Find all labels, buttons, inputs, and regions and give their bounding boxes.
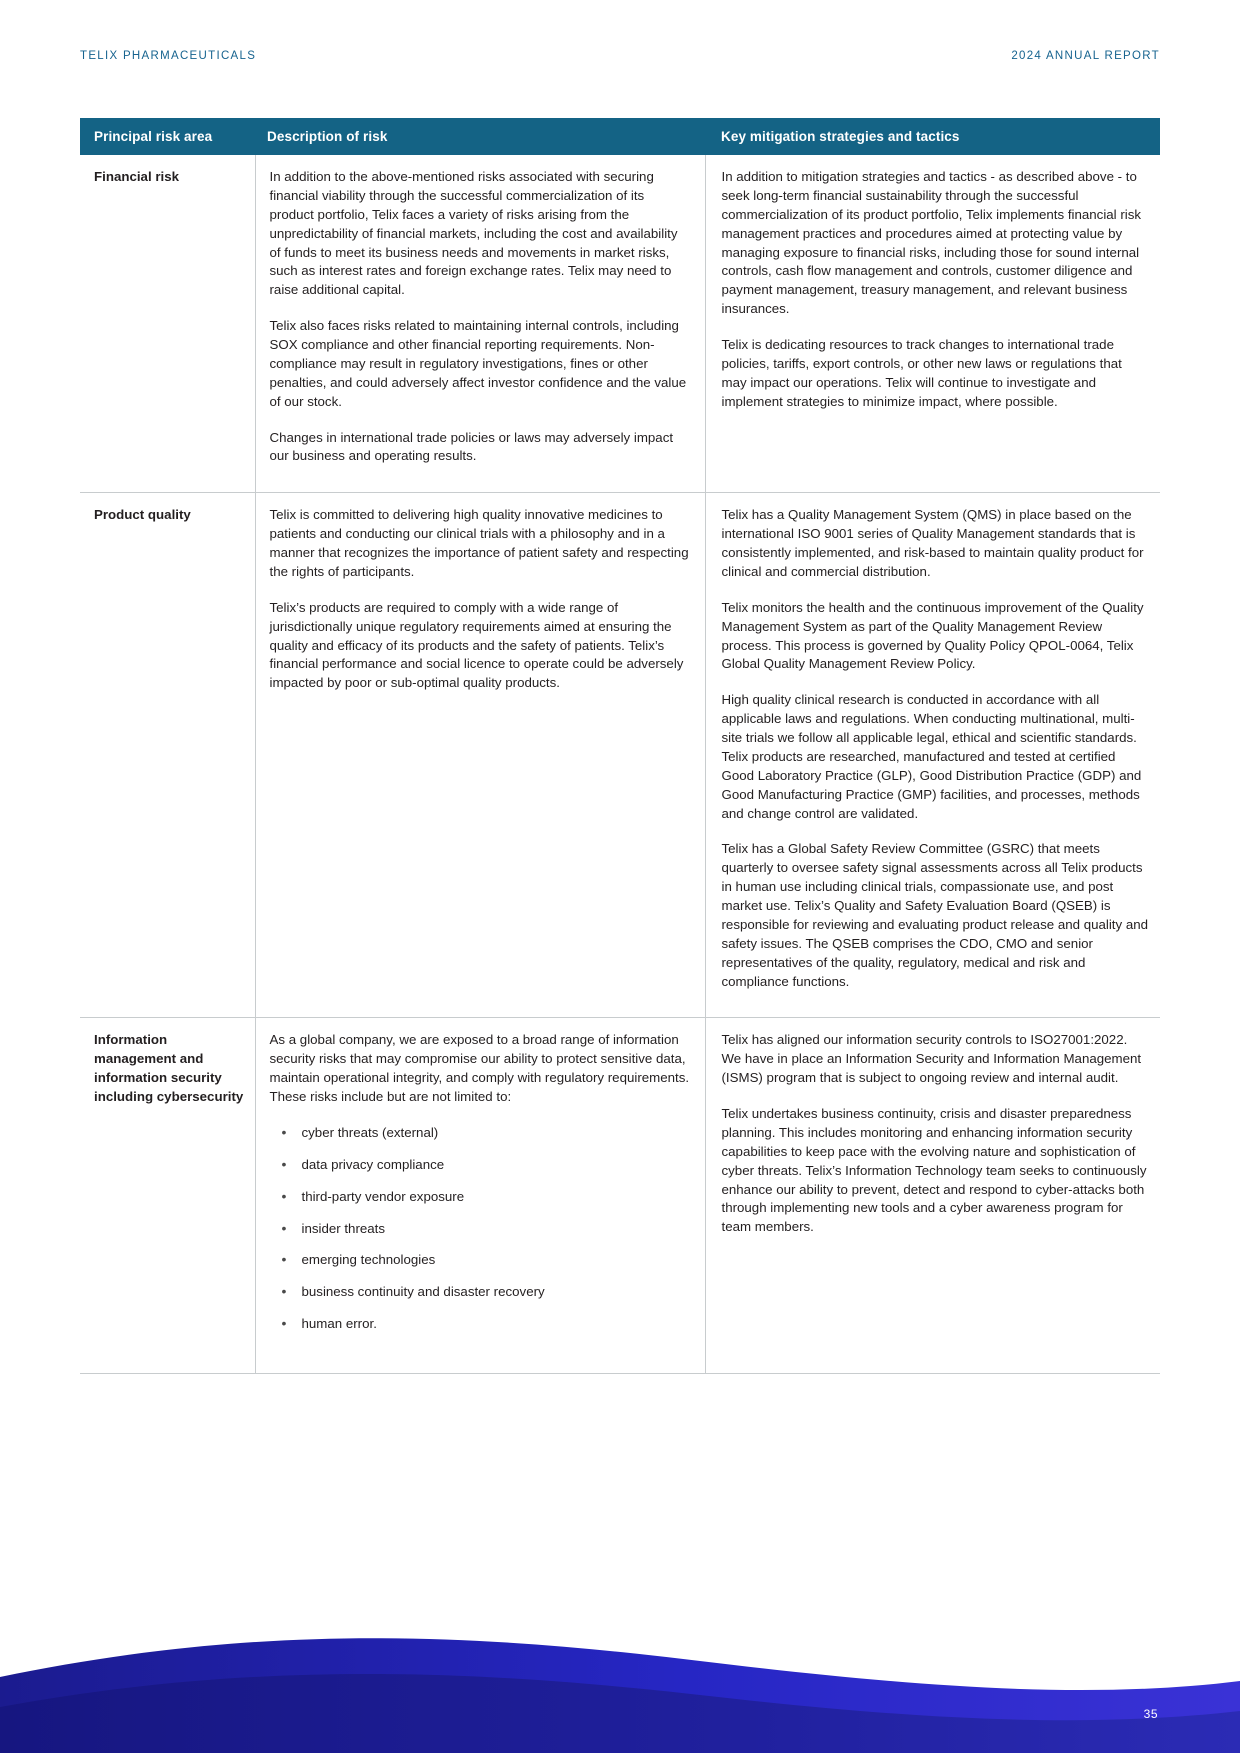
column-header-key-mitigation: Key mitigation strategies and tactics [705, 118, 1160, 155]
table-row [80, 493, 1160, 1018]
paragraph: Telix undertakes business continuity, crisis and disaster preparedness planning. This includes monitoring and enhancing information security capabilities to keep pace with the evolving nature and sophistication of cyber threats. Telix’s Information Technology team seeks to continuously enhance our ability to prevent, detect and respond to cyber-attacks both through implementing new tools and a cyber awareness program for team members. [721, 1106, 1147, 1235]
column-header-description-of-risk: Description of risk [255, 118, 705, 155]
paragraph: In addition to the above-mentioned risks associated with securing financial viability through the successful commercialization of its product portfolio, Telix faces a variety of risks arising from the unpredictability of financial markets, including the cost and availability of funds to meet its business needs and movements in market risks, such as interest rates and foreign exchange rates. Telix may need to raise additional capital. [269, 169, 678, 298]
header-report-title: 2024 ANNUAL REPORT [1011, 50, 1160, 62]
risk-mitigation-cell [705, 1018, 1160, 1374]
paragraph: Telix also faces risks related to maintaining internal controls, including SOX compliance and other financial reporting requirements. Non-compliance may result in regulatory investigations, fines or other penalties, and could adversely affect investor confidence and the value of our stock. [269, 318, 687, 409]
table-header-row [80, 118, 1160, 155]
list-item: • business continuity and disaster recovery [292, 1283, 691, 1302]
table-row [80, 155, 1160, 493]
paragraph: As a global company, we are exposed to a broad range of information security risks that may compromise our ability to protect sensitive data, maintain operational integrity, and comply with regulatory requirements. These risks include but are not limited to: [269, 1032, 690, 1104]
risk-bullet-list [270, 1124, 691, 1334]
column-header-principal-risk-area: Principal risk area [80, 118, 255, 155]
list-item: • human error. [292, 1315, 691, 1334]
page-number: 35 [1143, 1707, 1158, 1721]
list-item: • insider threats [292, 1220, 691, 1239]
risk-area-label: Information management and information security including cybersecurity [80, 1018, 255, 1374]
list-item: • emerging technologies [292, 1251, 691, 1270]
header-company-name: TELIX PHARMACEUTICALS [80, 50, 257, 62]
paragraph: Changes in international trade policies or laws may adversely impact our business and operating results. [269, 429, 674, 464]
risk-description-cell [255, 155, 705, 493]
paragraph: In addition to mitigation strategies and tactics - as described above - to seek long-term financial sustainability through the successful commercialization of its product portfolio, Telix implements financial risk management practices and procedures aimed at protecting value by managing exposure to financial risks, including those for sound internal controls, cash flow management and controls, customer diligence and payment management, treasury management, and relevant business insurances. [721, 169, 1142, 317]
table-head [80, 118, 1160, 155]
paragraph: Telix monitors the health and the continuous improvement of the Quality Management System as part of the Quality Management Review process. This process is governed by Quality Policy QPOL-0064, Telix Global Quality Management Review Policy. [721, 599, 1144, 672]
risk-description-cell [255, 493, 705, 1018]
paragraph: Telix’s products are required to comply with a wide range of jurisdictionally unique regulatory requirements aimed at ensuring the quality and efficacy of its products and the safety of patients. Telix’s financial performance and social licence to operate could be adversely impacted by poor or sub-optimal quality products. [269, 599, 684, 691]
footer-wave-decoration [0, 1603, 1240, 1753]
paragraph: Telix has aligned our information security controls to ISO27001:2022. We have in place an Information Security and Information Management (ISMS) program that is subject to ongoing review and internal audit. [721, 1032, 1142, 1086]
paragraph: Telix is dedicating resources to track changes to international trade policies, tariffs, export controls, or other new laws or regulations that may impact our operations. Telix will continue to investigate and implement strategies to minimize impact, where possible. [721, 337, 1122, 409]
list-item: • third-party vendor exposure [292, 1188, 691, 1207]
risk-table-container [80, 118, 1160, 1374]
risk-table [80, 118, 1160, 1374]
paragraph: Telix has a Quality Management System (QMS) in place based on the international ISO 9001 series of Quality Management standards that is consistently implemented, and risk-based to maintain quality product for clinical and commercial distribution. [721, 507, 1144, 579]
paragraph: Telix is committed to delivering high quality innovative medicines to patients and conducting our clinical trials with a philosophy and in a manner that recognizes the importance of patient safety and respecting the rights of participants. [269, 507, 689, 579]
table-body [80, 155, 1160, 1374]
paragraph: High quality clinical research is conducted in accordance with all applicable laws and regulations. When conducting multinational, multi-site trials we follow all applicable legal, ethical and scientific standards. Telix products are researched, manufactured and tested at certified Good Laboratory Practice (GLP), Good Distribution Practice (GDP) and Good Manufacturing Practice (GMP) facilities, and processes, methods and change control are validated. [721, 692, 1142, 821]
paragraph: Telix has a Global Safety Review Committee (GSRC) that meets quarterly to oversee safety signal assessments across all Telix products in human use including clinical trials, compassionate use, and post market use. Telix’s Quality and Safety Evaluation Board (QSEB) is responsible for reviewing and evaluating product release and quality and safety issues. The QSEB comprises the CDO, CMO and senior representatives of the quality, regulatory, medical and risk and compliance functions. [721, 841, 1149, 989]
risk-description-cell [255, 1018, 705, 1374]
list-item: • data privacy compliance [292, 1156, 691, 1175]
list-item: • cyber threats (external) [292, 1124, 691, 1143]
risk-area-label: Product quality [80, 493, 255, 1018]
risk-mitigation-cell [705, 155, 1160, 493]
risk-area-label: Financial risk [80, 155, 255, 493]
table-row [80, 1018, 1160, 1374]
risk-mitigation-cell [705, 493, 1160, 1018]
page-header [80, 50, 1160, 62]
